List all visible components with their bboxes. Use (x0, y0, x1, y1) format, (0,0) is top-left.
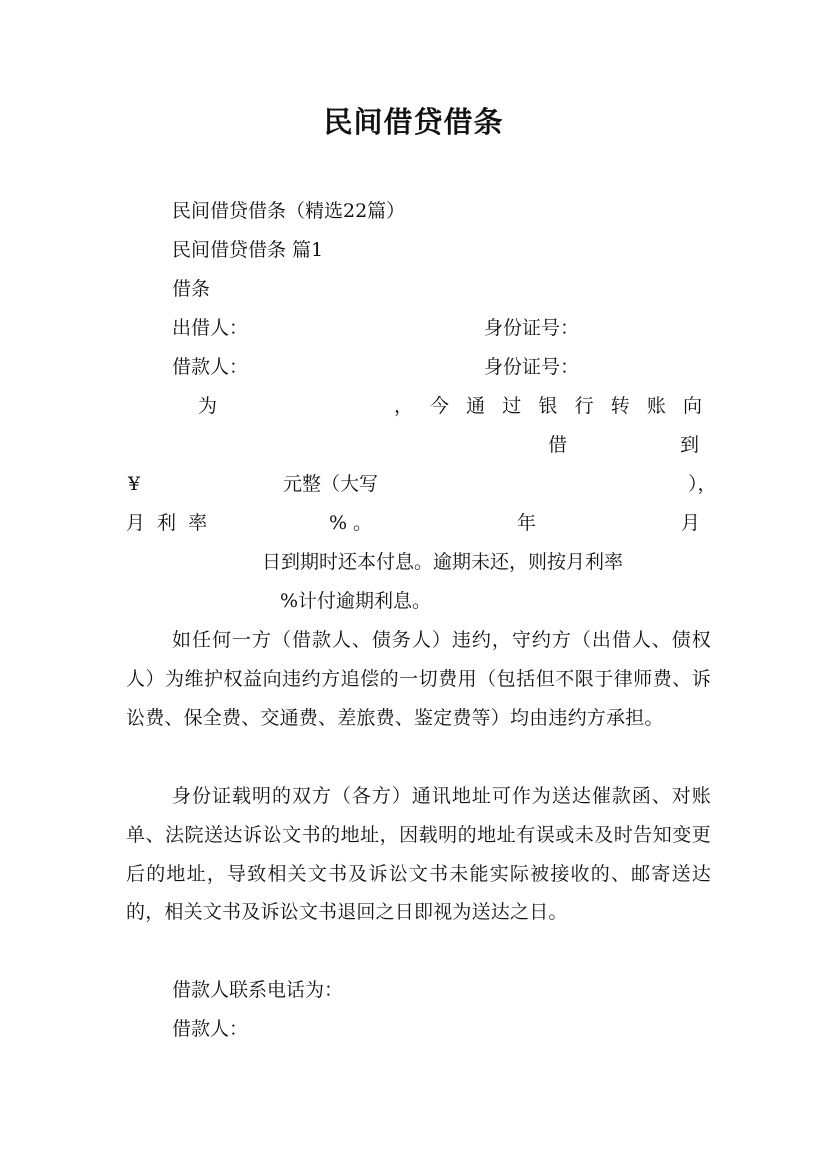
transfer-text-content: 今 通 过 银 行 转 账 向 (430, 395, 702, 417)
subtitle: 民间借贷借条（精选22篇） (172, 200, 406, 222)
borrower-id-label: 身份证号： (484, 356, 580, 378)
for-comma: ， (394, 395, 414, 417)
borrow-word: 借 (548, 434, 568, 456)
due-text: 日到期时还本付息。逾期未还，则按月利率 (262, 551, 624, 573)
amount-uppercase-label: 元整（大写 (283, 473, 379, 495)
month-word: 月 (681, 512, 701, 534)
service-address-clause: 身份证载明的双方（各方）通讯地址可作为送达催款函、对账单、法院送达诉讼文书的地址，因载明的地址有误或未及时告知变更后的地址，导致相关文书及诉讼文书未能实际被接收的、邮寄送达的，相关文书及诉讼文书退回之日即视为送达之日。 (126, 785, 711, 924)
breach-clause: 如任何一方（借款人、债务人）违约，守约方（出借人、债权人）为维护权益向违约方追偿的一切费用（包括但不限于律师费、诉讼费、保全费、交通费、差旅费、鉴定费等）均由违约方承担。 (126, 629, 711, 729)
lender-id-label: 身份证号： (484, 317, 580, 339)
for-word: 为 (198, 395, 218, 417)
monthly-rate-label: 月 利 率 (126, 512, 211, 534)
note-title: 借条 (172, 278, 211, 300)
section-heading: 民间借贷借条 篇1 (172, 239, 324, 261)
amount-close: ）， (688, 473, 717, 495)
borrower-label: 借款人： (172, 356, 249, 378)
document-title: 民间借贷借条 (323, 105, 504, 139)
borrower-phone-label: 借款人联系电话为： (172, 979, 344, 1001)
transfer-text (430, 393, 702, 419)
overdue-text: %计付逾期利息。 (280, 590, 432, 612)
year-word: 年 (517, 512, 537, 534)
arrive-word: 到 (680, 434, 700, 456)
yen-sign: ¥ (128, 473, 141, 495)
lender-label: 出借人： (172, 317, 249, 339)
borrower-signature-label: 借款人： (172, 1018, 249, 1040)
rate-percent: %。 (329, 512, 379, 534)
